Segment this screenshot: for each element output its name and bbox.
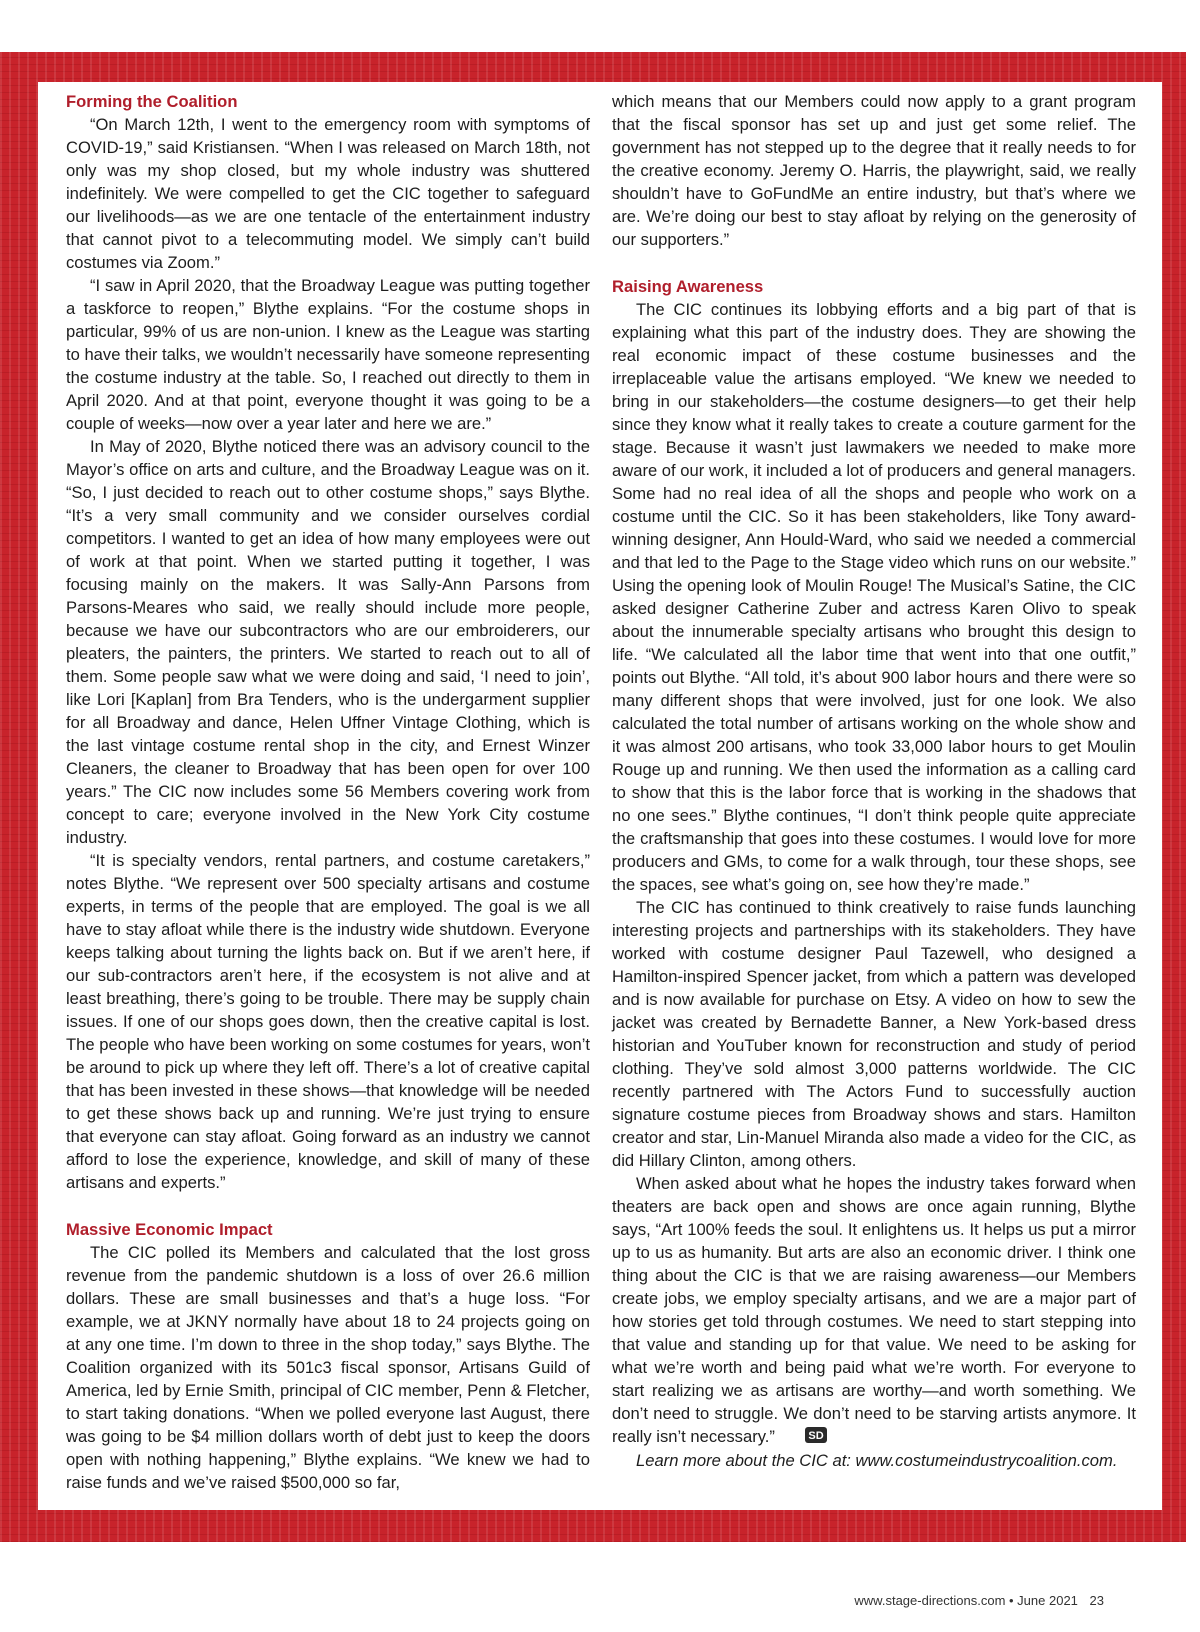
footer-site: www.stage-directions.com • June 2021 — [854, 1593, 1078, 1608]
section-gap — [612, 251, 1136, 275]
article-paragraph: The CIC continues its lobbying efforts and a big part of that is explaining what this part of the industry does. They are showing the real economic impact of these costume businesses and the irreplaceable value the artisans employed. “We knew we needed to bring in our stakeholders—the costume designers—to get their help since they know what it really takes to create a couture garment for the stage. Because it wasn’t just lawmakers we needed to make more aware of our work, it included a lot of producers and general managers. Some had no real idea of all the shops and people who work on a costume until the CIC. So it has been stakeholders, like Tony award-winning designer, Ann Hould-Ward, who said we needed a commercial and that led to the Page to the Stage video which runs on our website.” Using the opening look of Moulin Rouge! The Musical’s Satine, the CIC asked designer Catherine Zuber and actress Karen Olivo to speak about the innumerable specialty artisans who brought this design to life. “We calculated all the labor time that went into that one outfit,” points out Blythe. “All told, it’s about 900 labor hours and there were so many different shops that were involved, just for one look. We also calculated the total number of artisans working on the whole show and it was almost 200 artisans, who took 33,000 labor hours to get Moulin Rouge up and running. We then used the information as a calling card to show that this is the labor force that is working in the shadows that no one sees.” Blythe continues, “I don’t think people quite appreciate the craftsmanship that goes into these costumes. I would love for more producers and GMs, to come for a walk through, tour these shops, see the spaces, see what’s going on, see how they’re made.” — [612, 300, 1136, 894]
article-paragraph: “It is specialty vendors, rental partners, and costume caretakers,” notes Blythe. “We represent over 500 specialty artisans and costume experts, in terms of the people that are employed. The goal is we all have to stay afloat while there is the industry wide shutdown. Everyone keeps talking about turning the lights back on. But if we aren’t here, if our sub-contractors aren’t here, if the ecosystem is not alive and at least breathing, there’s going to be trouble. There may be supply chain issues. If one of our shops goes down, then the creative capital is lost. The people who have been working on some costumes for years, won’t be around to pick up where they left off. There’s a lot of creative capital that has been invested in these shows—that knowledge will be needed to get these shows back up and running. We’re just trying to ensure that everyone can stay afloat. Going forward as an industry we cannot afford to lose the experience, knowledge, and skill of many of these artisans and experts.” — [66, 851, 590, 1192]
article-paragraph: When asked about what he hopes the industry takes forward when theaters are back open and shows are once again running, Blythe says, “Art 100% feeds the soul. It enlightens us. It helps us put a mirror up to us as humanity. But arts are also an economic driver. I think one thing about the CIC is that we are raising awareness—our Members create jobs, we employ specialty artisans, and we are a major part of how stories get told through costumes. We need to start stepping into that value and standing up for that value. We need to be asking for what we’re worth and being paid what we’re worth. For everyone to start realizing we as artisans are worthy—and worth something. We don’t need to struggle. We don’t need to be starving artists anymore. It really isn’t necessary.” SD — [612, 1172, 1136, 1449]
sd-logo-text: SD — [808, 1430, 824, 1443]
page-number: 23 — [1089, 1593, 1104, 1608]
article-column-right — [612, 90, 1136, 1472]
section-gap — [66, 1194, 590, 1218]
article-paragraph: which means that our Members could now apply to a grant program that the fiscal sponsor has set up and just get some relief. The government has not stepped up to the degree that it really needs to for the creative economy. Jeremy O. Harris, the playwright, said, we really shouldn’t have to GoFundMe an entire industry, but that’s where we are. We’re doing our best to stay afloat by relying on the generosity of our supporters.” — [612, 92, 1136, 249]
article-paragraph: In May of 2020, Blythe noticed there was an advisory council to the Mayor’s office on arts and culture, and the Broadway League was on it. “So, I just decided to reach out to other costume shops,” says Blythe. “It’s a very small community and we consider ourselves cordial competitors. I wanted to get an idea of how many employees were out of work at that point. When we started putting it together, I was focusing mainly on the makers. It was Sally-Ann Parsons from Parsons-Meares who said, we really should include more people, because we have our subcontractors who are our embroiderers, our pleaters, the painters, the printers. We started to reach out to all of them. Some people saw what we were doing and said, ‘I need to join’, like Lori [Kaplan] from Bra Tenders, who is the undergarment supplier for all Broadway and dance, Helen Uffner Vintage Clothing, which is the last vintage costume rental shop in the city, and Ernest Winzer Cleaners, the cleaner to Broadway that has been open for over 100 years.” The CIC now includes some 56 Members covering work from concept to care; everyone involved in the New York City costume industry. — [66, 437, 590, 847]
section-heading: Raising Awareness — [612, 277, 764, 296]
article-paragraph: “On March 12th, I went to the emergency room with symptoms of COVID-19,” said Kristiansen. “When I was released on March 18th, not only was my shop closed, but my whole industry was shuttered indefinitely. We were compelled to get the CIC together to safeguard our livelihoods—as we are one tentacle of the entertainment industry that cannot pivot to a telecommuting model. We simply can’t build costumes via Zoom.” — [66, 115, 590, 272]
section-heading: Massive Economic Impact — [66, 1220, 273, 1239]
article-column-left — [66, 90, 590, 1494]
sd-logo-icon — [781, 1426, 827, 1449]
page-footer — [846, 1593, 1104, 1608]
article-paragraph: “I saw in April 2020, that the Broadway League was putting together a taskforce to reopen,” Blythe explains. “For the costume shops in particular, 99% of us are non-union. I knew as the League was starting to have their talks, we wouldn’t necessarily have someone representing the costume industry at the table. So, I reached out directly to them in April 2020. And at that point, everyone thought it was going to be a couple of weeks—now over a year later and here we are.” — [66, 276, 590, 433]
article-paragraph: The CIC polled its Members and calculated that the lost gross revenue from the pandemic shutdown is a loss of over 26.6 million dollars. These are small businesses and that’s a huge loss. “For example, we at JKNY normally have about 18 to 24 projects going on at any one time. I’m down to three in the shop today,” says Blythe. The Coalition organized with its 501c3 fiscal sponsor, Artisans Guild of America, led by Ernie Smith, principal of CIC member, Penn & Fletcher, to start taking donations. “When we polled everyone last August, there was going to be $4 million dollars worth of debt just to keep the doors open with nothing happening,” Blythe explains. “We knew we had to raise funds and we’ve raised $500,000 so far, — [66, 1243, 590, 1492]
section-heading: Forming the Coalition — [66, 92, 238, 111]
article-paragraph: The CIC has continued to think creatively to raise funds launching interesting projects and partnerships with its stakeholders. They have worked with costume designer Paul Tazewell, who designed a Hamilton-inspired Spencer jacket, from which a pattern was developed and is now available for purchase on Etsy. A video on how to sew the jacket was created by Bernadette Banner, a New York-based dress historian and YouTuber known for reconstruction and study of period clothing. They’ve sold almost 3,000 patterns worldwide. The CIC recently partnered with The Actors Fund to successfully auction signature costume pieces from Broadway shows and stars. Hamilton creator and star, Lin-Manuel Miranda also made a video for the CIC, as did Hillary Clinton, among others. — [612, 898, 1136, 1170]
credit-link-text: Learn more about the CIC at: www.costumeindustrycoalition.com. — [636, 1451, 1118, 1471]
